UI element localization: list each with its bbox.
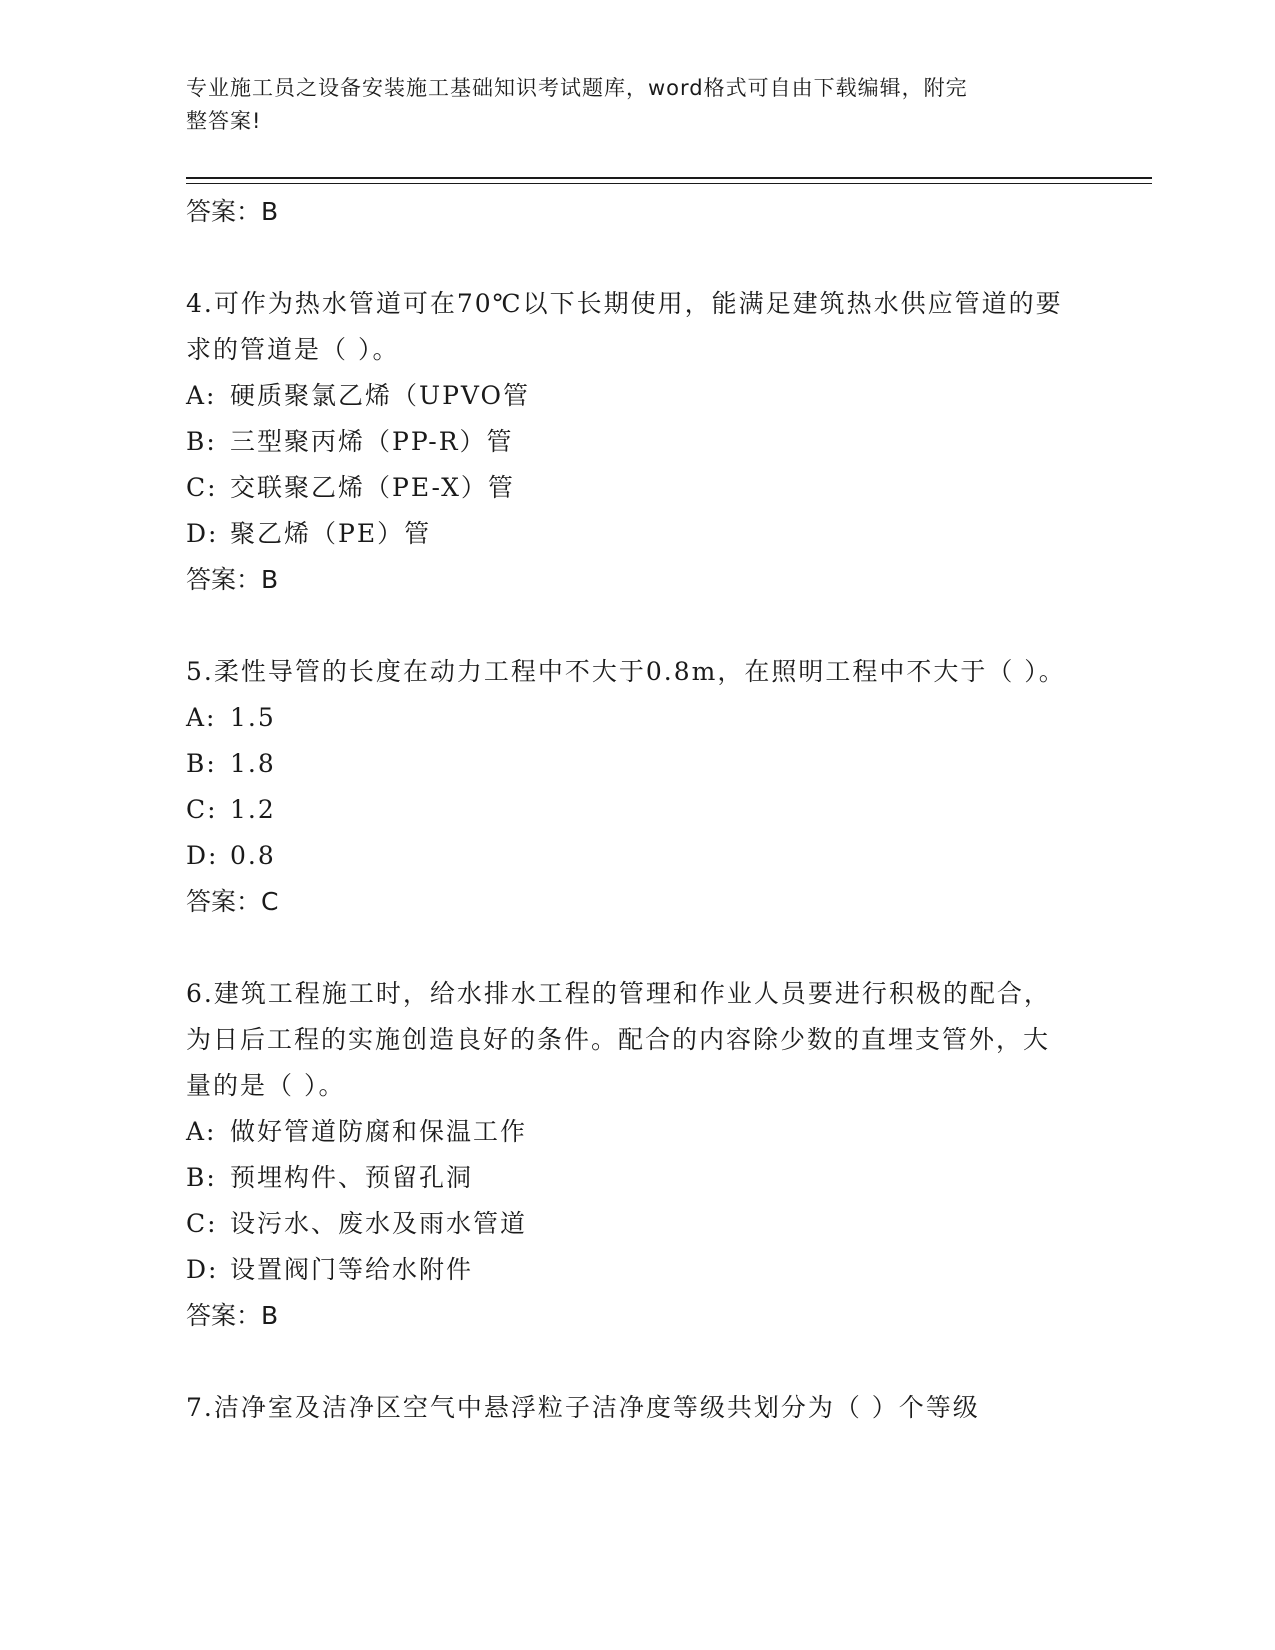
option-letter: B: xyxy=(186,427,217,456)
option-text: 预埋构件、预留孔洞 xyxy=(230,1163,474,1192)
option-a xyxy=(186,373,1066,419)
question-block xyxy=(186,281,1066,603)
option-text: 1.5 xyxy=(230,703,276,732)
option-letter: B: xyxy=(186,1163,217,1192)
option-text: 0.8 xyxy=(230,841,276,870)
answer-line: 答案：B xyxy=(186,1301,279,1330)
option-d xyxy=(186,511,1066,557)
answer-line: 答案：B xyxy=(186,565,279,594)
option-text: 三型聚丙烯（PP-R）管 xyxy=(230,427,514,456)
option-text: 1.8 xyxy=(230,749,276,778)
header-divider-thin xyxy=(186,183,1152,184)
option-c xyxy=(186,1201,1066,1247)
option-letter: C: xyxy=(186,473,218,502)
question-text: 5.柔性导管的长度在动力工程中不大于0.8m，在照明工程中不大于（ ）。 xyxy=(186,657,1066,686)
option-letter: D: xyxy=(186,841,219,870)
header-divider-thick xyxy=(186,177,1152,179)
answer-line: 答案：B xyxy=(186,197,279,226)
question-block xyxy=(186,1385,1066,1431)
option-a xyxy=(186,1109,1066,1155)
header-line-2: 整答案! xyxy=(186,109,262,133)
question-text: 4.可作为热水管道可在70℃以下长期使用，能满足建筑热水供应管道的要求的管道是（ ）。 xyxy=(186,289,1063,364)
option-d xyxy=(186,1247,1066,1293)
question-text: 6.建筑工程施工时，给水排水工程的管理和作业人员要进行积极的配合，为日后工程的实施创造良好的条件。配合的内容除少数的直埋支管外，大量的是（ ）。 xyxy=(186,979,1051,1100)
option-text: 做好管道防腐和保温工作 xyxy=(230,1117,528,1146)
option-text: 1.2 xyxy=(230,795,276,824)
header-line-1: 专业施工员之设备安装施工基础知识考试题库，word格式可自由下载编辑，附完 xyxy=(186,76,968,100)
option-letter: D: xyxy=(186,1255,219,1284)
option-letter: A: xyxy=(186,381,217,410)
question-block xyxy=(186,649,1066,925)
option-letter: C: xyxy=(186,1209,218,1238)
question-text: 7.洁净室及洁净区空气中悬浮粒子洁净度等级共划分为（ ）个等级 xyxy=(186,1393,980,1422)
page-header xyxy=(186,72,1066,138)
option-text: 硬质聚氯乙烯（UPVO管 xyxy=(230,381,531,410)
option-c xyxy=(186,465,1066,511)
option-letter: A: xyxy=(186,703,217,732)
answer-line: 答案：C xyxy=(186,887,279,916)
option-letter: B: xyxy=(186,749,217,778)
option-letter: A: xyxy=(186,1117,217,1146)
option-text: 设污水、废水及雨水管道 xyxy=(230,1209,528,1238)
option-d xyxy=(186,833,1066,879)
option-b xyxy=(186,419,1066,465)
option-b xyxy=(186,741,1066,787)
option-text: 聚乙烯（PE）管 xyxy=(230,519,432,548)
option-letter: D: xyxy=(186,519,219,548)
option-text: 交联聚乙烯（PE-X）管 xyxy=(230,473,515,502)
option-text: 设置阀门等给水附件 xyxy=(230,1255,474,1284)
question-block xyxy=(186,971,1066,1339)
option-c xyxy=(186,787,1066,833)
option-a xyxy=(186,695,1066,741)
document-body xyxy=(186,189,1066,1431)
option-letter: C: xyxy=(186,795,218,824)
option-b xyxy=(186,1155,1066,1201)
